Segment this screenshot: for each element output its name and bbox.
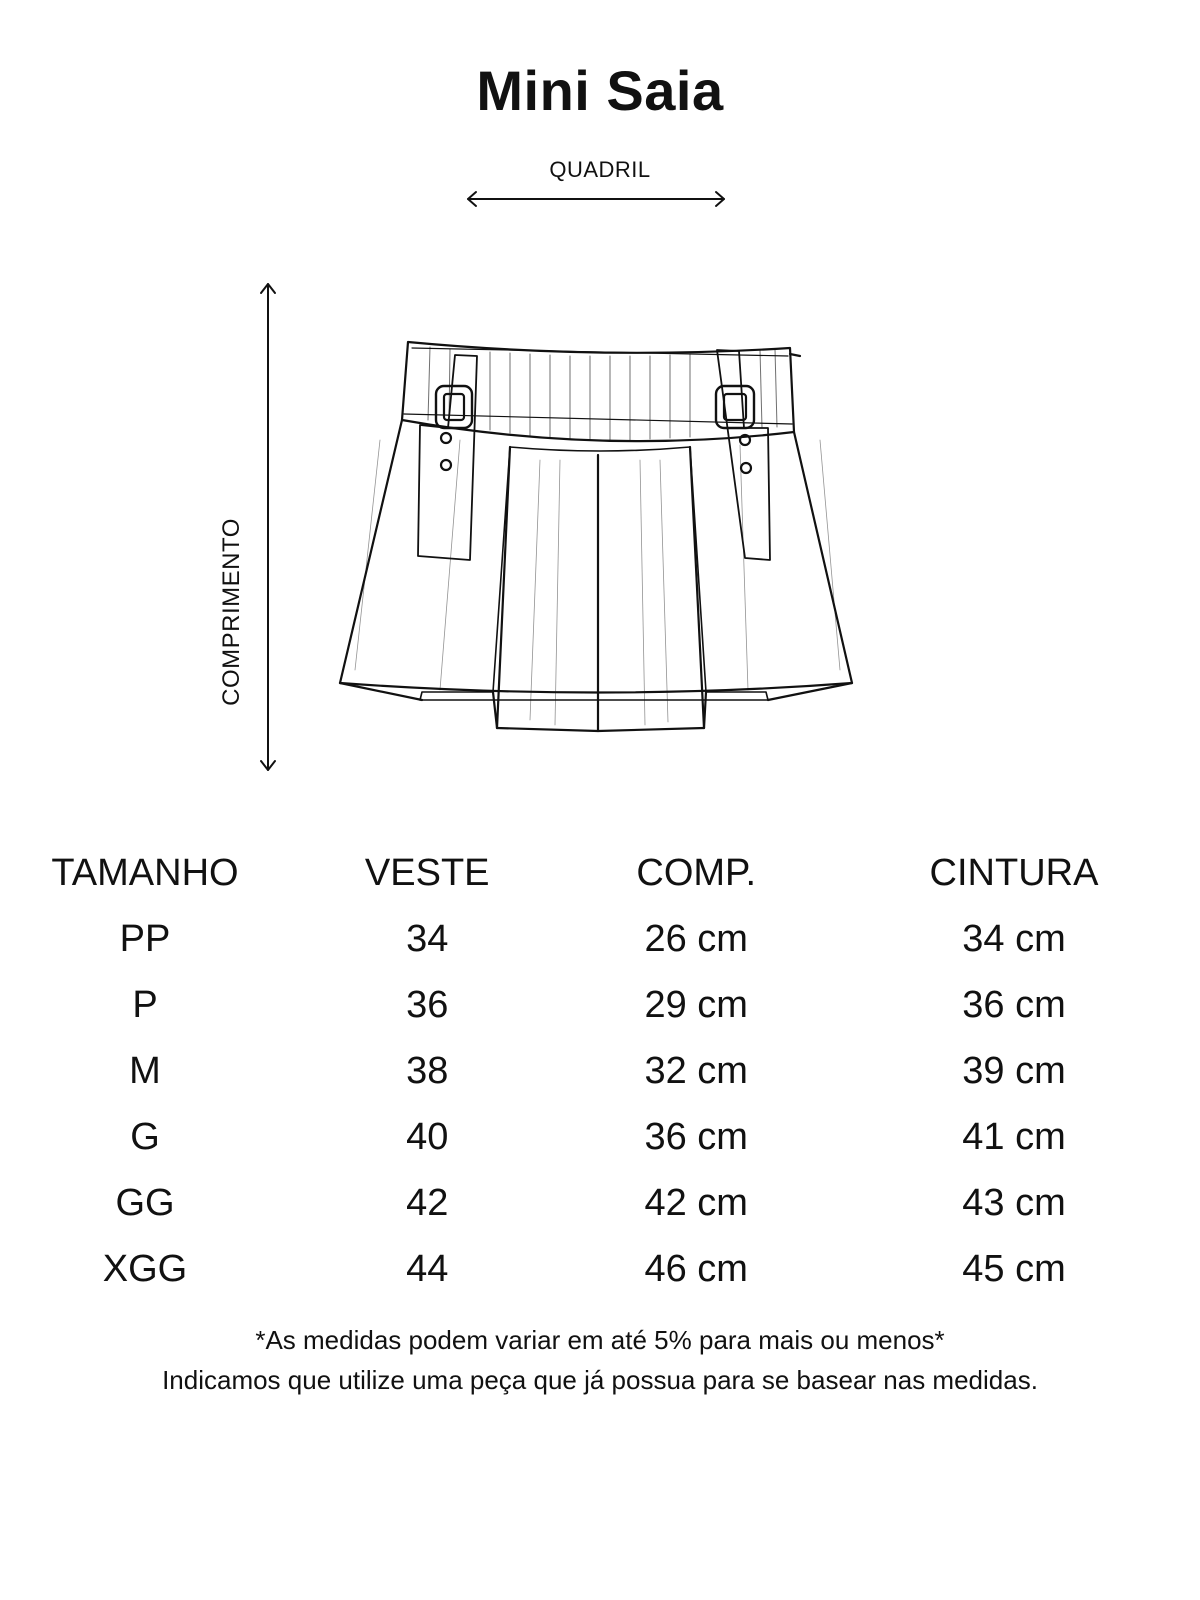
cell-veste: 42 <box>406 1181 449 1224</box>
cell-veste: 36 <box>406 983 449 1026</box>
table-row <box>0 906 1200 972</box>
length-arrow <box>261 284 275 770</box>
length-label: COMPRIMENTO <box>218 518 245 706</box>
note-variation: *As medidas podem variar em até 5% para mais ou menos* <box>255 1325 945 1355</box>
cell-cintura: 43 cm <box>962 1181 1066 1224</box>
table-row <box>0 1170 1200 1236</box>
cell-size: GG <box>115 1181 175 1224</box>
cell-comp: 32 cm <box>644 1049 748 1092</box>
header-size: TAMANHO <box>51 851 239 894</box>
cell-size: PP <box>119 917 171 960</box>
cell-size: G <box>130 1115 160 1158</box>
hip-label: QUADRIL <box>549 157 651 182</box>
cell-comp: 42 cm <box>644 1181 748 1224</box>
hip-arrow <box>468 192 724 206</box>
table-row <box>0 1104 1200 1170</box>
skirt-outline <box>340 342 852 731</box>
cell-cintura: 39 cm <box>962 1049 1066 1092</box>
cell-size: XGG <box>102 1247 188 1290</box>
cell-veste: 38 <box>406 1049 449 1092</box>
size-table <box>0 840 1200 1302</box>
cell-veste: 34 <box>406 917 449 960</box>
cell-veste: 44 <box>406 1247 449 1290</box>
cell-size: M <box>129 1049 161 1092</box>
cell-comp: 26 cm <box>644 917 748 960</box>
note-advice: Indicamos que utilize uma peça que já possua para se basear nas medidas. <box>162 1365 1038 1395</box>
cell-veste: 40 <box>406 1115 449 1158</box>
table-header-row <box>0 840 1200 906</box>
cell-comp: 29 cm <box>644 983 748 1026</box>
cell-comp: 36 cm <box>644 1115 748 1158</box>
page-title: Mini Saia <box>476 59 724 122</box>
cell-cintura: 45 cm <box>962 1247 1066 1290</box>
cell-comp: 46 cm <box>644 1247 748 1290</box>
table-row <box>0 1038 1200 1104</box>
cell-cintura: 34 cm <box>962 917 1066 960</box>
cell-size: P <box>132 983 158 1026</box>
cell-cintura: 41 cm <box>962 1115 1066 1158</box>
table-row <box>0 972 1200 1038</box>
header-comp: COMP. <box>636 851 757 894</box>
header-veste: VESTE <box>364 851 490 894</box>
header-cintura: CINTURA <box>929 851 1099 894</box>
table-row <box>0 1236 1200 1302</box>
cell-cintura: 36 cm <box>962 983 1066 1026</box>
